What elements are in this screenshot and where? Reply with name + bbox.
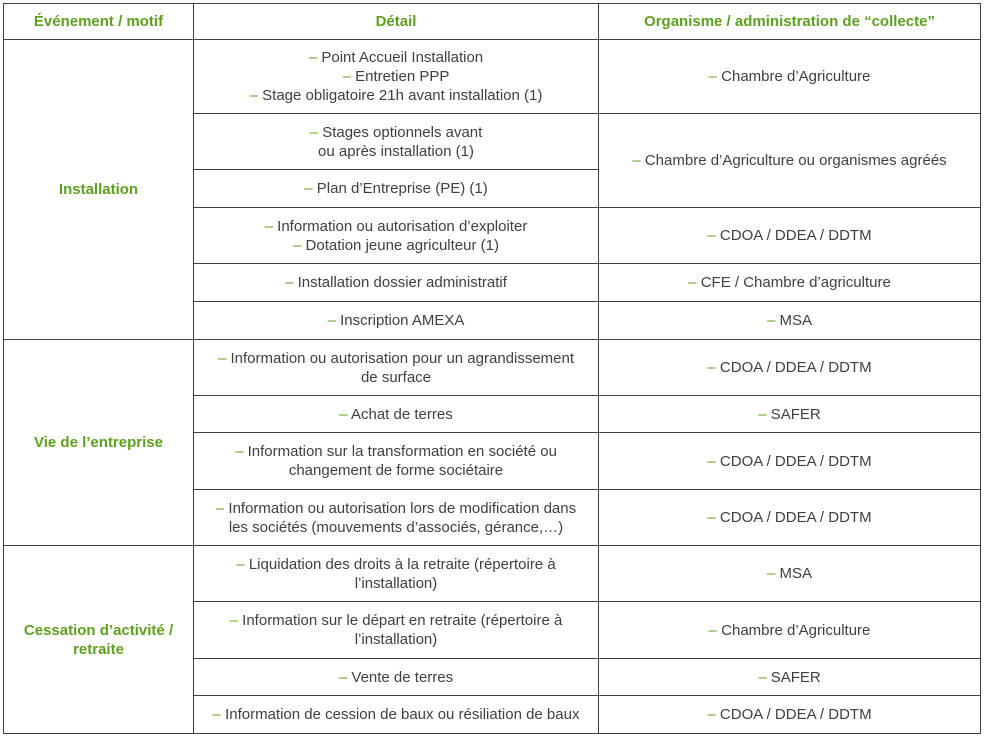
event-installation: Installation [4, 40, 194, 340]
organism-cell: – MSA [599, 302, 981, 340]
header-row [4, 4, 981, 40]
organism-cell: – SAFER [599, 659, 981, 696]
event-cessation: Cessation d’activité / retraite [4, 546, 194, 734]
organism-cell: – CFE / Chambre d’agriculture [599, 264, 981, 302]
header-organism: Organisme / administration de “collecte” [599, 4, 981, 40]
header-detail: Détail [194, 4, 599, 40]
detail-cell: – Installation dossier administratif [194, 264, 599, 302]
detail-cell: – Information ou autorisation pour un agrandissement de surface [194, 340, 599, 396]
organism-cell: – SAFER [599, 396, 981, 433]
detail-cell: – Information sur le départ en retraite (répertoire à l’installation) [194, 602, 599, 659]
table-row [4, 340, 981, 396]
organism-cell: – MSA [599, 546, 981, 602]
detail-cell: – Achat de terres [194, 396, 599, 433]
event-vie-entreprise: Vie de l’entreprise [4, 340, 194, 546]
organism-cell: – CDOA / DDEA / DDTM [599, 340, 981, 396]
table-row [4, 546, 981, 602]
organism-cell: – Chambre d’Agriculture [599, 602, 981, 659]
detail-cell: – Information sur la transformation en société ou changement de forme sociétaire [194, 433, 599, 490]
detail-cell: – Plan d’Entreprise (PE) (1) [194, 170, 599, 208]
organism-cell: – CDOA / DDEA / DDTM [599, 490, 981, 546]
detail-cell: – Point Accueil Installation – Entretien PPP – Stage obligatoire 21h avant installation (1) [194, 40, 599, 114]
table-row [4, 40, 981, 114]
detail-cell: – Inscription AMEXA [194, 302, 599, 340]
organism-cell: – Chambre d’Agriculture [599, 40, 981, 114]
organism-cell: – CDOA / DDEA / DDTM [599, 433, 981, 490]
detail-cell: – Liquidation des droits à la retraite (répertoire à l’installation) [194, 546, 599, 602]
organism-cell: – CDOA / DDEA / DDTM [599, 208, 981, 264]
procedures-table [3, 3, 981, 734]
detail-cell: – Information de cession de baux ou résiliation de baux [194, 696, 599, 734]
detail-cell: – Vente de terres [194, 659, 599, 696]
detail-cell: – Stages optionnels avant ou après installation (1) [194, 114, 599, 170]
organism-cell: – CDOA / DDEA / DDTM [599, 696, 981, 734]
detail-cell: – Information ou autorisation lors de modification dans les sociétés (mouvements d’associés, gérance,…) [194, 490, 599, 546]
detail-cell: – Information ou autorisation d’exploiter – Dotation jeune agriculteur (1) [194, 208, 599, 264]
header-event: Événement / motif [4, 4, 194, 40]
organism-cell: – Chambre d’Agriculture ou organismes agréés [599, 114, 981, 208]
